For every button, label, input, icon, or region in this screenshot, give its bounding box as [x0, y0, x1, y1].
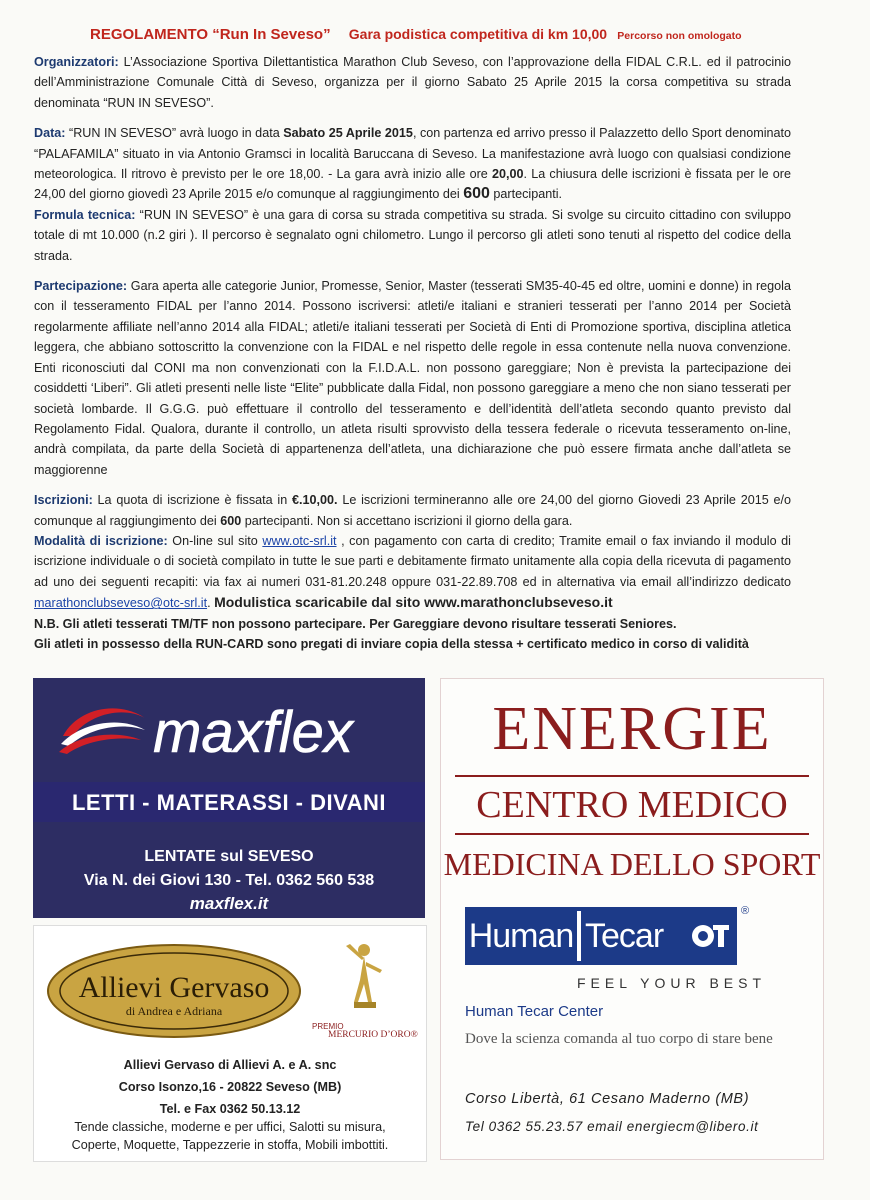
data-text-1: “RUN IN SEVESO” avrà luogo in data	[65, 126, 284, 141]
energie-advert	[440, 678, 824, 1160]
data-text-2: , con partenza ed arrivo presso il Palazzetto dello Sport denominato “PALAFAMILA” situato in via Antonio Gramsci in località Baruccana di Seveso. La manifestazione avrà luogo con qualsiasi condizione meteorologica. Il ritrovo è previsto per le ore 18,00. - La gara avrà inizio alle ore	[34, 126, 792, 182]
energie-rule-top	[455, 775, 809, 777]
runcard-note: Gli atleti in possesso della RUN-CARD sono pregati di inviare copia della stessa + certificato medico in corso di validità	[34, 636, 749, 651]
award-name: MERCURIO D’ORO®	[328, 1030, 418, 1040]
iscrizioni-text-2: Le iscrizioni termineranno alle ore 24,00 del giorno Giovedi 23 Aprile 2015 e/o comunque al raggiungimento dei	[34, 493, 791, 528]
partecipazione-paragraph	[34, 276, 791, 480]
allievi-advert	[33, 925, 427, 1162]
partecipazione-label: Partecipazione:	[34, 279, 128, 294]
data-max-participants: 600	[463, 185, 490, 203]
energie-medicina-sport: MEDICINA DELLO SPORT	[443, 846, 821, 882]
allievi-phone: Tel. e Fax 0362 50.13.12	[159, 1102, 301, 1116]
formula-paragraph	[34, 205, 791, 266]
iscrizioni-max-participants: 600	[220, 513, 242, 528]
data-date: Sabato 25 Aprile 2015	[283, 126, 413, 141]
allievi-brand-sub: di Andrea e Adriana	[125, 1004, 223, 1018]
modalita-paragraph	[34, 531, 791, 614]
organizzatori-text: L’Associazione Sportiva Dilettantistica Marathon Club Seveso, con l’approvazione della FIDAL C.R.L. ed il patrocinio dell’Amministrazione Comunale Città di Seveso, organizza per il giorno Sabato 25 Aprile 2015 la corsa competitiva su strada denominata “RUN IN SEVESO”.	[34, 55, 791, 110]
data-label: Data:	[34, 126, 66, 141]
partecipazione-text: Gara aperta alle categorie Junior, Promesse, Senior, Master (tesserati SM35-40-45 ed oltre, uomini e donne) in regola con il tesseramento FIDAL per l’anno 2014. Possono iscriversi: atleti/e italiani e stranieri tesserati per l’anno 2014 per Società regolarmente affiliate nell’anno 2014 alla FIDAL; atleti/e italiani tesserati per Società di Enti di Promozione sportiva, disciplina atletica leggera, che abbiano sottoscritto la convenzione con la FIDAL e nel rispetto delle regole in essa contenute nella nuova convenzione. Enti riconosciuti dal CONI ma non convenzionati con la F.I.D.A.L. non possono gareggiare; Non è prevista la partecipazione dei cosiddetti ‘Liberi”. Gli atleti presenti nelle liste “Elite” pubblicate dalla Fidal, non possono gareggiare a meno che non siano tesserati per società lombarde. Il G.G.G. può effettuare il controllo del tesseramento e dell’identità dell’atleta secondo quanto previsto dal Regolamento Fidal. Qualora, durante il controllo, un atleta risulti sprovvisto della tessera federale o ricevuta tesseramento on-line, andrà compilata, da parte della Società di appartenenza dell’atleta, una dichiarazione che può essere firmata anche dall’atleta se maggiorenne	[34, 279, 791, 477]
modalita-text-1: On-line sul sito	[167, 533, 263, 548]
modalita-download-note: Modulistica scaricabile dal sito www.marathonclubseveso.it	[214, 594, 613, 611]
allievi-logo	[44, 942, 304, 1040]
energie-centro-medico: CENTRO MEDICO	[476, 784, 788, 826]
maxflex-advert	[33, 678, 425, 918]
data-text-4: partecipanti.	[489, 187, 563, 202]
human-tecar-human: Human	[468, 917, 574, 955]
maxflex-logo	[33, 678, 425, 780]
nb-note: N.B. Gli atleti tesserati TM/TF non possono partecipare. Per Gareggiare devono risultare tesserati Seniores.	[34, 616, 677, 631]
allievi-desc-1: Tende classiche, moderne e per uffici, Salotti su misura,	[74, 1120, 386, 1134]
energie-rule-mid	[455, 833, 809, 835]
human-tecar-logo	[465, 907, 737, 965]
maxflex-address: Via N. dei Giovi 130 - Tel. 0362 560 538	[83, 872, 375, 889]
allievi-address: Corso Isonzo,16 - 20822 Seveso (MB)	[118, 1080, 342, 1094]
human-tecar-center: Human Tecar Center	[465, 1003, 604, 1020]
human-tecar-divider	[577, 911, 581, 961]
page-title	[90, 26, 850, 43]
maxflex-tagline: LETTI - MATERASSI - DIVANI	[33, 782, 425, 822]
maxflex-wordmark: maxflex	[153, 700, 353, 765]
human-tecar-registered: ®	[741, 905, 750, 917]
modalita-text-3: .	[207, 596, 215, 611]
award-small: PREMIO	[312, 1022, 344, 1031]
energie-contact: Tel 0362 55.23.57 email energiecm@libero.it	[465, 1119, 759, 1134]
organizzatori-paragraph	[34, 52, 791, 113]
energie-address: Corso Libertà, 61 Cesano Maderno (MB)	[465, 1091, 750, 1107]
tecar-ot-logo	[691, 917, 731, 955]
human-tecar-tecar: Tecar	[585, 917, 664, 955]
iscrizioni-fee: €.10,00.	[292, 493, 338, 508]
iscrizioni-label: Iscrizioni:	[34, 493, 93, 508]
iscrizioni-text-3: partecipanti. Non si accettano iscrizioni il giorno della gara.	[241, 513, 573, 528]
modalita-label: Modalità di iscrizione:	[34, 533, 168, 548]
title-note: Percorso non omologato	[617, 30, 742, 42]
data-text-3: . La chiusura delle iscrizioni è fissata per le ore 24,00 del giorno giovedì 23 Aprile 2015 e/o comunque al raggiungimento dei	[34, 167, 791, 202]
title-subtitle: Gara podistica competitiva di km 10,00	[348, 26, 608, 42]
mercury-statue-icon	[340, 940, 390, 1020]
maxflex-site: maxflex.it	[189, 894, 269, 913]
modalita-text-2: , con pagamento con carta di credito; Tramite email o fax inviando il modulo di iscrizione individuale o di società compilato in tutte le sue parti e debitamente firmato unitamente alla copia della ricevuta di pagamento ad uno dei seguenti recapiti: via fax ai numeri 031-81.20.248 oppure 031-22.89.708 ed in alternativa via email all’indirizzo dedicato	[34, 533, 791, 589]
formula-label: Formula tecnica:	[34, 207, 136, 222]
maxflex-city: LENTATE sul SEVESO	[144, 848, 314, 865]
feel-your-best: FEEL YOUR BEST	[577, 975, 767, 991]
otc-website-link[interactable]: www.otc-srl.it	[262, 533, 337, 548]
organizzatori-label: Organizzatori:	[34, 55, 119, 69]
regulation-body	[34, 52, 791, 654]
iscrizioni-paragraph	[34, 490, 791, 531]
title-main: REGOLAMENTO “Run In Seveso”	[90, 26, 331, 43]
allievi-desc-2: Coperte, Moquette, Tappezzerie in stoffa, Mobili imbottiti.	[71, 1138, 389, 1152]
allievi-company: Allievi Gervaso di Allievi A. e A. snc	[123, 1058, 337, 1072]
allievi-brand: Allievi Gervaso	[78, 971, 270, 1004]
data-start-time: 20,00	[491, 167, 524, 182]
formula-text: “RUN IN SEVESO” è una gara di corsa su strada competitiva su strada. Si svolge su circuito cittadino con sviluppo totale di mt 10.000 (n.2 giri ). Il percorso è segnalato ogni chilometro. Lungo il percorso gli atleti sono tenuti al rispetto del codice della strada.	[34, 207, 791, 263]
energie-motto: Dove la scienza comanda al tuo corpo di stare bene	[465, 1031, 773, 1047]
energie-title: ENERGIE	[492, 695, 772, 763]
registration-email-link[interactable]: marathonclubseveso@otc-srl.it	[34, 596, 208, 611]
data-paragraph	[34, 123, 791, 205]
iscrizioni-text-1: La quota di iscrizione è fissata in	[92, 493, 293, 508]
